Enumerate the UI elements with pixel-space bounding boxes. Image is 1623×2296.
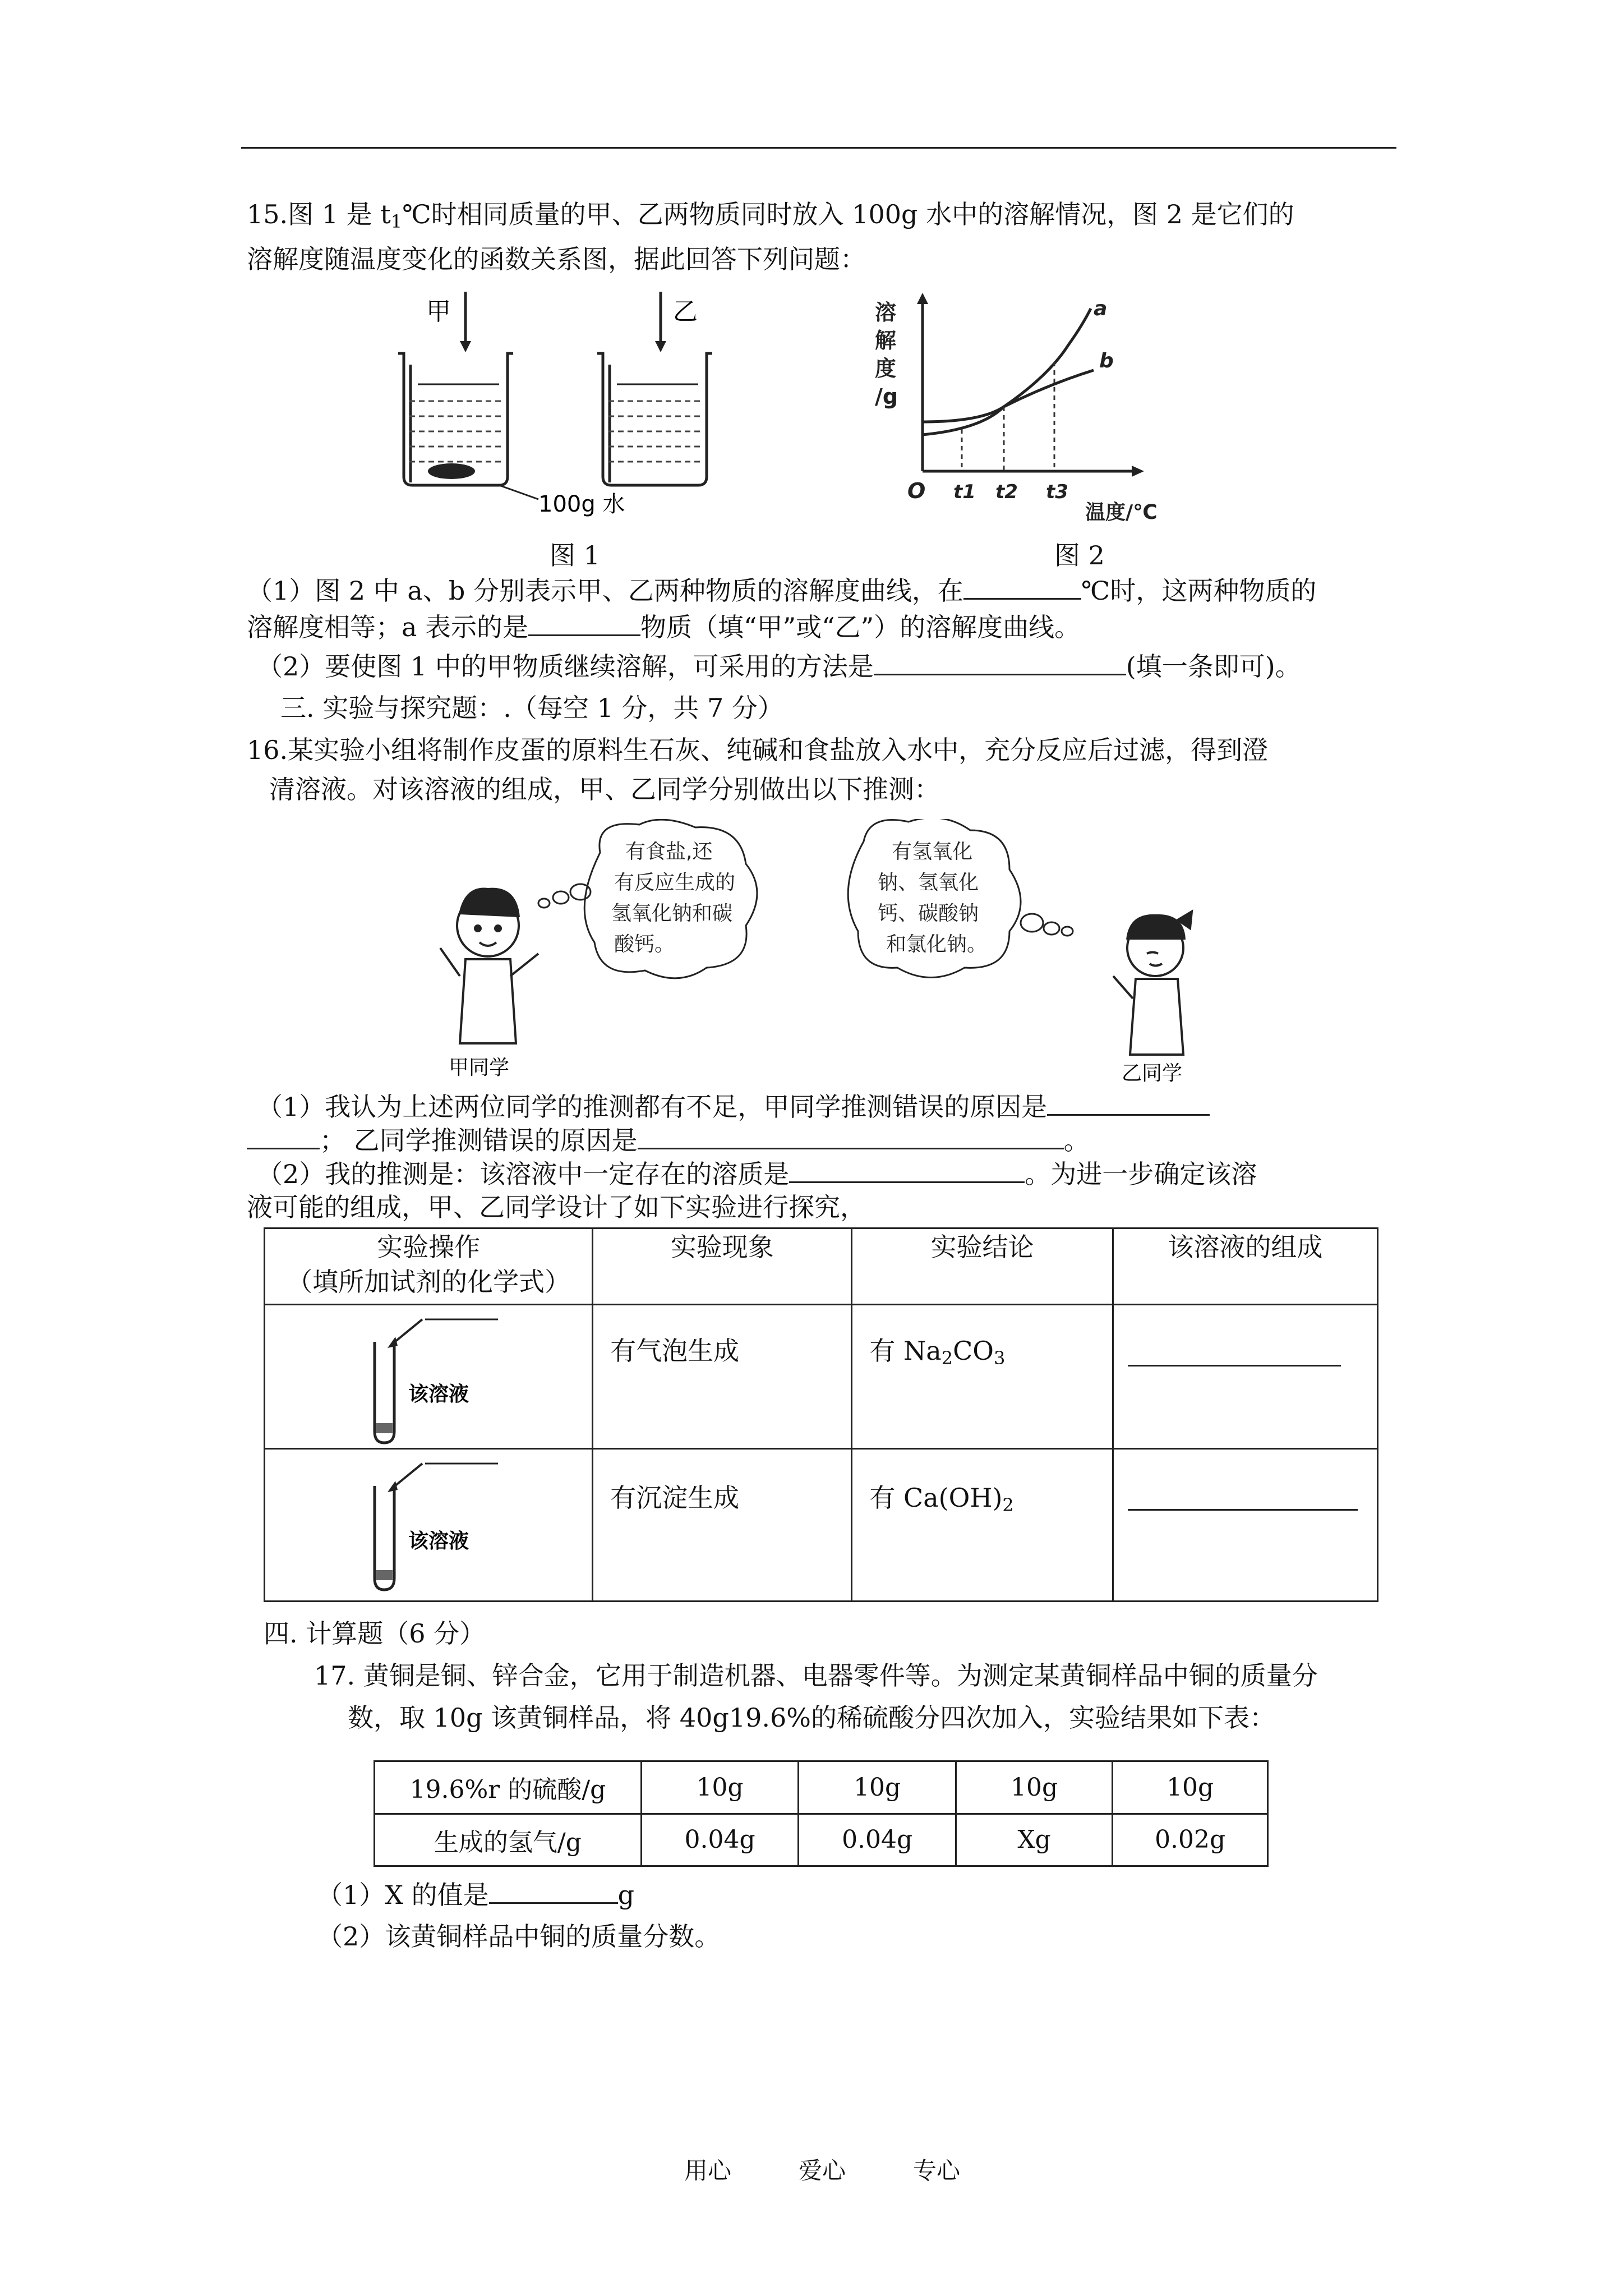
section4-title: 四. 计算题（6 分） [264, 1618, 486, 1649]
curve-a-label: a [1094, 297, 1108, 320]
q15-part2: （2）要使图 1 中的甲物质继续溶解，可采用的方法是 (填一条即可)。 [257, 648, 1301, 684]
y-label-char: 溶 [875, 300, 897, 325]
conclusion-cell: 有 $Ca(OH)_2$ [852, 1449, 1113, 1602]
student-yi-label: 乙同学 [1122, 1062, 1183, 1083]
bubble-jia-line: 有反应生成的 [614, 871, 736, 894]
figure1-caption: 图 1 [550, 540, 600, 570]
tube-label: 该溶液 [408, 1530, 469, 1553]
table-cell: Xg [956, 1814, 1112, 1866]
q17-line2: 数，取 10g 该黄铜样品，将 40g19.6%的稀硫酸分四次加入，实验结果如下表： [348, 1703, 1275, 1733]
table-cell: 19.6%r 的硫酸/g [375, 1761, 642, 1814]
header-operation: 实验操作 （填所加试剂的化学式） [265, 1228, 593, 1305]
q17-part2: （2）该黄铜样品中铜的质量分数。 [317, 1921, 721, 1952]
conclusion-cell: 有 $Na_2CO_3$ [852, 1304, 1113, 1449]
student-yi-figure [1113, 912, 1192, 1055]
table-row [265, 1304, 1378, 1449]
phenomenon-cell: 有沉淀生成 [593, 1449, 852, 1602]
bubble-yi-line: 钙、碳酸钠 [878, 902, 979, 925]
y-label-char: 解 [875, 328, 897, 353]
section3-title: 三. 实验与探究题：.（每空 1 分，共 7 分） [280, 693, 783, 723]
phenomenon-cell: 有气泡生成 [593, 1304, 852, 1449]
header-phenomenon: 实验现象 [593, 1228, 852, 1305]
student-jia-figure [440, 889, 538, 1043]
table-cell: 10g [956, 1761, 1112, 1814]
table-cell: 10g [1113, 1761, 1268, 1814]
footer-item: 用心 [684, 2157, 732, 2184]
q16-part2-line2: 液可能的组成，甲、乙同学设计了如下实验进行探究， [247, 1192, 866, 1222]
bubble-jia-line: 酸钙。 [614, 933, 675, 956]
table-row [375, 1814, 1268, 1866]
page-footer [651, 2153, 994, 2189]
bubble-jia-line: 氢氧化钠和碳 [611, 902, 733, 925]
q16-line2: 清溶液。对该溶液的组成，甲、乙同学分别做出以下推测： [269, 774, 940, 804]
header-conclusion: 实验结论 [852, 1228, 1113, 1305]
bubble-yi-line: 钠、氢氧化 [878, 871, 979, 894]
q15-line2: 溶解度随温度变化的函数关系图，据此回答下列问题： [247, 244, 866, 274]
bubble-yi-line: 和氯化钠。 [886, 933, 988, 956]
q16-part1-line1: （1）我认为上述两位同学的推测都有不足，甲同学推测错误的原因是 [257, 1088, 1210, 1125]
q16-line1: 16.某实验小组将制作皮蛋的原料生石灰、纯碱和食盐放入水中，充分反应后过滤，得到澄 [247, 735, 1269, 765]
table-row [265, 1449, 1378, 1602]
operation-cell [265, 1449, 593, 1602]
y-label-char: 度 [875, 356, 897, 381]
q16-part1-line2: ； 乙同学推测错误的原因是 。 [247, 1122, 1090, 1158]
header-composition: 该溶液的组成 [1113, 1228, 1377, 1305]
x-axis-label: 温度/℃ [1085, 501, 1158, 524]
q15-part1-line2: 溶解度相等；a 表示的是 物质（填“甲”或“乙”）的溶解度曲线。 [247, 609, 1080, 645]
figure2-caption: 图 2 [1054, 540, 1105, 570]
q17-part1: （1）X 的值是 g [317, 1876, 634, 1913]
figure2-solubility-chart [869, 292, 1183, 527]
test-tube-icon [361, 1305, 529, 1446]
operation-cell [265, 1304, 593, 1449]
tick-t3: t3 [1046, 481, 1068, 503]
q16-part2-line1: （2）我的推测是：该溶液中一定存在的溶质是 。为进一步确定该溶 [257, 1156, 1257, 1192]
q15-line1: 15.图 1 是 $t_1℃$时相同质量的甲、乙两物质同时放入 100g 水中的溶解情况，图 2 是它们的 [247, 199, 1294, 232]
table-row [375, 1761, 1268, 1814]
beaker-yi [597, 353, 712, 485]
table-cell: 0.02g [1113, 1814, 1268, 1866]
y-label-char: /g [875, 384, 898, 409]
student-jia-label: 甲同学 [449, 1056, 510, 1079]
label-yi: 乙 [673, 297, 698, 326]
bubble-yi-line: 有氢氧化 [892, 840, 973, 863]
footer-item: 专心 [913, 2157, 961, 2184]
table-cell: 0.04g [641, 1814, 799, 1866]
q17-results-table [374, 1760, 1269, 1867]
footer-item: 爱心 [799, 2157, 846, 2184]
tick-t1: t1 [953, 481, 976, 503]
curve-b [923, 370, 1094, 422]
water-label: 100g 水 [538, 491, 625, 517]
q16-experiment-table [264, 1227, 1378, 1602]
composition-cell [1113, 1304, 1377, 1449]
curve-a [923, 309, 1091, 435]
tick-t2: t2 [995, 481, 1018, 503]
bubble-jia-line: 有食盐,还 [625, 840, 713, 863]
header-rule [241, 147, 1396, 149]
tube-label: 该溶液 [408, 1382, 469, 1406]
origin-label: O [907, 478, 926, 503]
q17-line1: 17. 黄铜是铜、锌合金，它用于制造机器、电器零件等。为测定某黄铜样品中铜的质量分 [314, 1660, 1318, 1691]
table-cell: 10g [641, 1761, 799, 1814]
composition-cell [1113, 1449, 1377, 1602]
figure1-beakers [387, 292, 735, 527]
curve-b-label: b [1099, 349, 1114, 372]
test-tube-icon [361, 1450, 529, 1595]
table-cell: 0.04g [799, 1814, 956, 1866]
label-jia: 甲 [426, 297, 451, 326]
q15-part1-line1: （1）图 2 中 a、b 分别表示甲、乙两种物质的溶解度曲线，在 ℃时，这两种物质的 [247, 572, 1316, 609]
table-cell: 10g [799, 1761, 956, 1814]
students-illustration [426, 819, 1239, 1083]
precipitate-jia [428, 463, 475, 479]
table-cell: 生成的氢气/g [375, 1814, 642, 1866]
